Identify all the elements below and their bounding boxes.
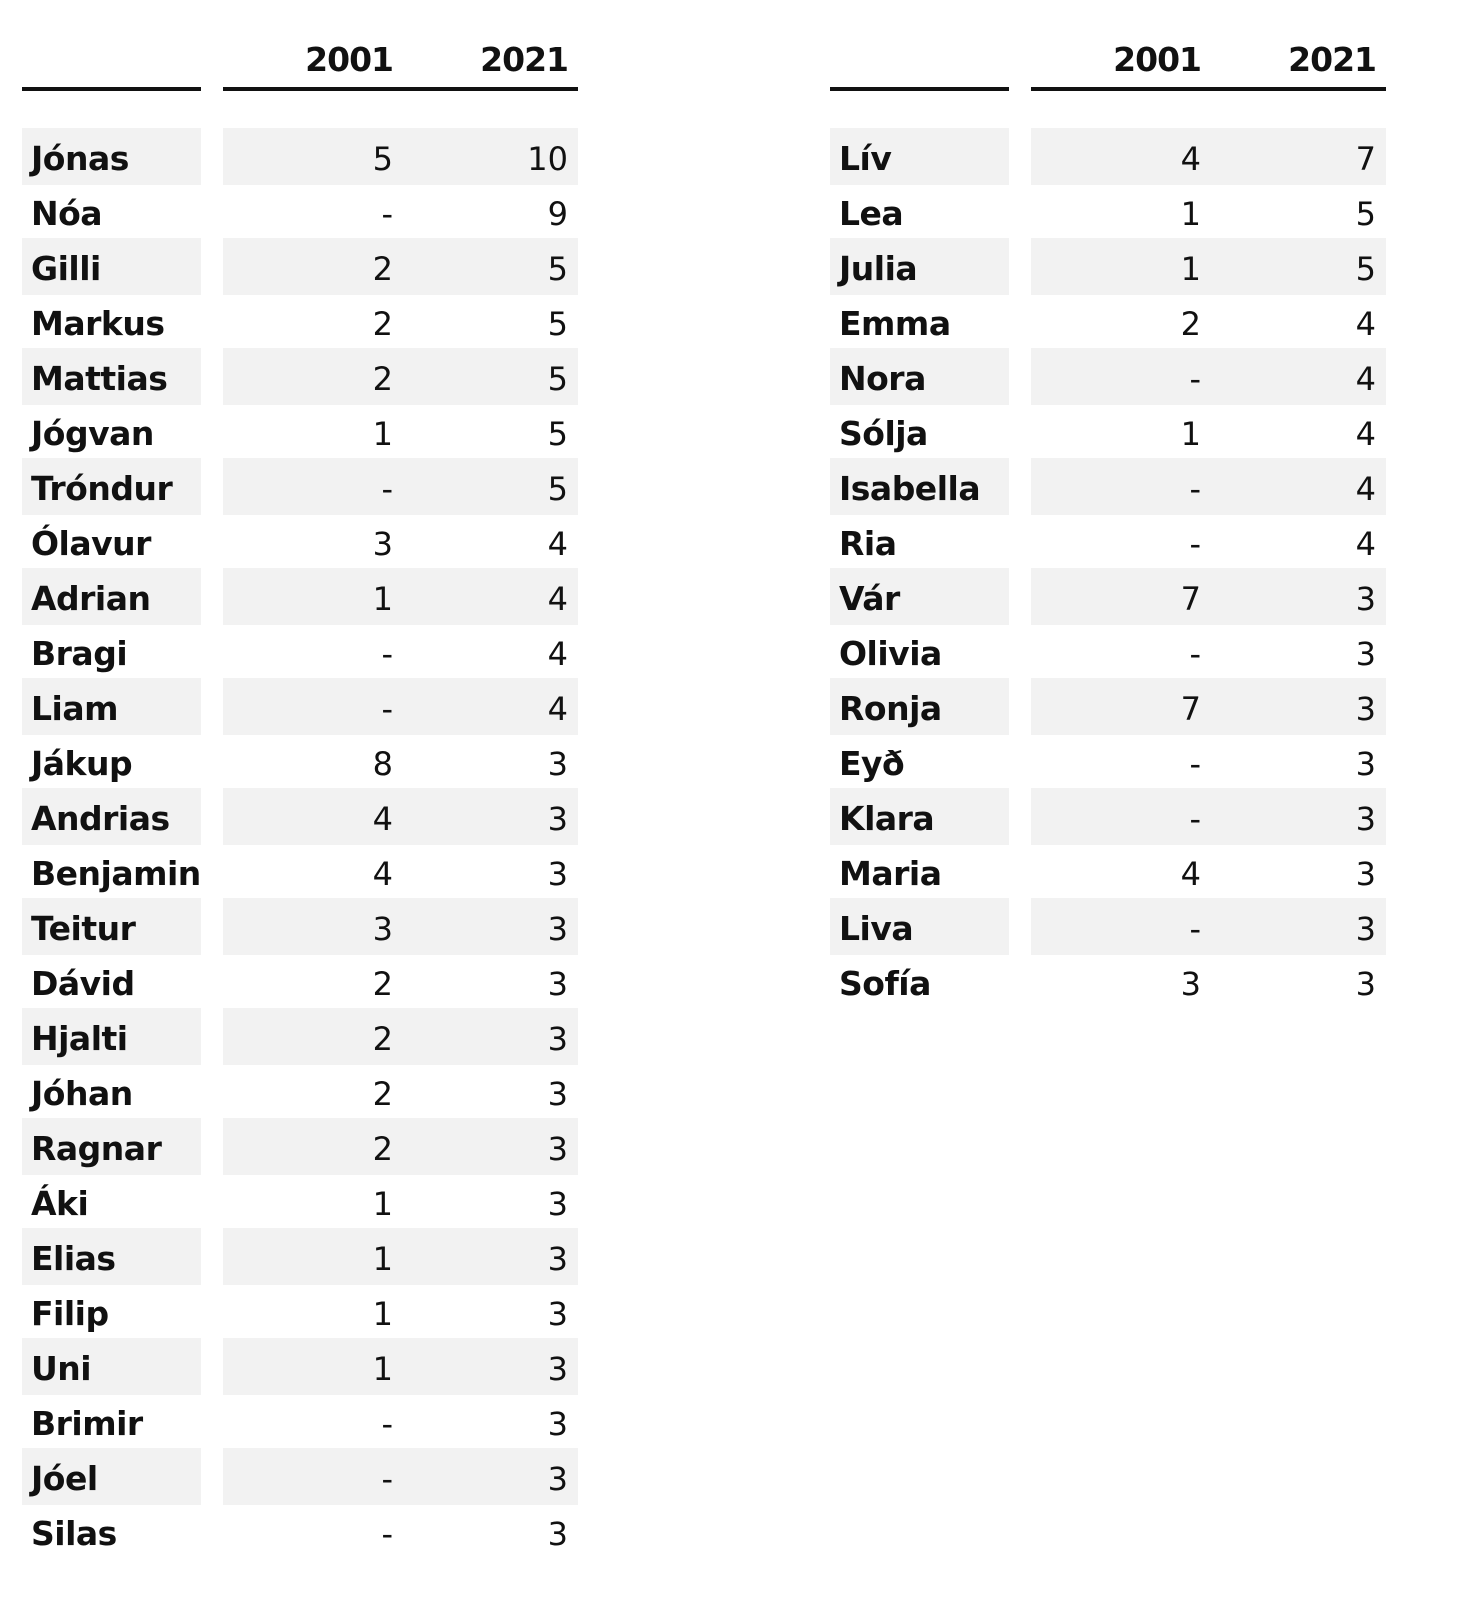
value-2001-cell: 4 xyxy=(1180,140,1201,178)
name-cell: Maria xyxy=(839,854,942,893)
value-2001-cell: 1 xyxy=(1180,195,1201,233)
value-2021-cell: 3 xyxy=(1355,690,1376,728)
value-2021-cell: 3 xyxy=(547,1295,568,1333)
value-2021-cell: 3 xyxy=(547,1020,568,1058)
name-cell: Adrian xyxy=(31,579,151,618)
value-2001-cell: 1 xyxy=(372,415,393,453)
table-row xyxy=(0,733,1472,788)
column-header-2021: 2021 xyxy=(1288,40,1376,79)
table-row xyxy=(0,183,1472,238)
value-2001-cell: 1 xyxy=(1180,415,1201,453)
name-cell: Elias xyxy=(31,1239,116,1278)
name-cell: Jóhan xyxy=(31,1074,133,1113)
value-2001-cell: 2 xyxy=(372,1020,393,1058)
value-2001-cell: 4 xyxy=(1180,855,1201,893)
value-2021-cell: 3 xyxy=(547,1240,568,1278)
value-2001-cell: - xyxy=(1189,470,1201,508)
table-row xyxy=(0,623,1472,678)
name-cell: Sólja xyxy=(839,414,928,453)
value-2021-cell: 5 xyxy=(547,415,568,453)
value-2021-cell: 3 xyxy=(547,745,568,783)
value-2001-cell: - xyxy=(1189,745,1201,783)
table-row xyxy=(0,898,1472,953)
value-2021-cell: 5 xyxy=(1355,195,1376,233)
column-header-2001: 2001 xyxy=(1113,40,1201,79)
value-2001-cell: 7 xyxy=(1180,690,1201,728)
value-2021-cell: 4 xyxy=(1355,360,1376,398)
value-2001-cell: - xyxy=(1189,800,1201,838)
name-cell: Vár xyxy=(839,579,900,618)
name-cell: Lív xyxy=(839,139,892,178)
name-cell: Nóa xyxy=(31,194,103,233)
name-cell: Olivia xyxy=(839,634,942,673)
name-cell: Klara xyxy=(839,799,935,838)
value-2021-cell: 3 xyxy=(547,1130,568,1168)
value-2021-cell: 10 xyxy=(527,140,568,178)
table-row xyxy=(0,458,1472,513)
value-2001-cell: - xyxy=(381,195,393,233)
value-2001-cell: 1 xyxy=(1180,250,1201,288)
value-2021-cell: 4 xyxy=(1355,415,1376,453)
value-2001-cell: - xyxy=(1189,635,1201,673)
value-2021-cell: 3 xyxy=(547,910,568,948)
value-2001-cell: - xyxy=(381,1405,393,1443)
header-rule-name xyxy=(830,87,1009,91)
value-2021-cell: 5 xyxy=(1355,250,1376,288)
value-2021-cell: 3 xyxy=(1355,800,1376,838)
table-row xyxy=(0,403,1472,458)
value-2001-cell: 1 xyxy=(372,580,393,618)
name-cell: Ria xyxy=(839,524,897,563)
table-row xyxy=(0,568,1472,623)
name-cell: Uni xyxy=(31,1349,92,1388)
table-row xyxy=(0,513,1472,568)
table-body xyxy=(0,128,1472,1008)
name-cell: Markus xyxy=(31,304,165,343)
value-2021-cell: 3 xyxy=(1355,910,1376,948)
name-cell: Jóel xyxy=(31,1459,98,1498)
value-2021-cell: 3 xyxy=(547,1350,568,1388)
value-2001-cell: 2 xyxy=(372,1130,393,1168)
name-cell: Teitur xyxy=(31,909,136,948)
table-row xyxy=(0,953,1472,1008)
value-2021-cell: 4 xyxy=(547,635,568,673)
value-2001-cell: 5 xyxy=(372,140,393,178)
value-2001-cell: 2 xyxy=(372,250,393,288)
name-cell: Emma xyxy=(839,304,951,343)
name-cell: Ragnar xyxy=(31,1129,162,1168)
value-2001-cell: 2 xyxy=(1180,305,1201,343)
value-2001-cell: 8 xyxy=(372,745,393,783)
value-2001-cell: 2 xyxy=(372,965,393,1003)
value-2001-cell: 3 xyxy=(372,910,393,948)
name-cell: Ronja xyxy=(839,689,942,728)
name-cell: Liva xyxy=(839,909,914,948)
value-2001-cell: 2 xyxy=(372,1075,393,1113)
value-2021-cell: 3 xyxy=(547,1515,568,1553)
name-cell: Ólavur xyxy=(31,524,151,563)
name-cell: Áki xyxy=(31,1184,89,1223)
value-2001-cell: - xyxy=(381,635,393,673)
value-2001-cell: 2 xyxy=(372,360,393,398)
value-2021-cell: 3 xyxy=(1355,745,1376,783)
value-2021-cell: 3 xyxy=(1355,635,1376,673)
name-cell: Filip xyxy=(31,1294,109,1333)
name-cell: Hjalti xyxy=(31,1019,128,1058)
column-header-2021: 2021 xyxy=(480,40,568,79)
value-2021-cell: 3 xyxy=(547,965,568,1003)
value-2021-cell: 7 xyxy=(1355,140,1376,178)
name-cell: Dávid xyxy=(31,964,135,1003)
value-2001-cell: 4 xyxy=(372,800,393,838)
value-2021-cell: 5 xyxy=(547,470,568,508)
name-cell: Jákup xyxy=(31,744,133,783)
name-cell: Brimir xyxy=(31,1404,143,1443)
table-row xyxy=(0,238,1472,293)
table-row xyxy=(0,348,1472,403)
value-2001-cell: 1 xyxy=(372,1295,393,1333)
table-row xyxy=(0,293,1472,348)
name-cell: Benjamin xyxy=(31,854,201,893)
name-cell: Silas xyxy=(31,1514,117,1553)
value-2021-cell: 4 xyxy=(1355,525,1376,563)
table-row xyxy=(0,843,1472,898)
value-2001-cell: 1 xyxy=(372,1350,393,1388)
value-2021-cell: 3 xyxy=(1355,580,1376,618)
value-2021-cell: 4 xyxy=(547,525,568,563)
value-2001-cell: - xyxy=(381,470,393,508)
name-cell: Lea xyxy=(839,194,904,233)
value-2001-cell: - xyxy=(1189,360,1201,398)
value-2021-cell: 5 xyxy=(547,360,568,398)
value-2001-cell: - xyxy=(381,690,393,728)
value-2021-cell: 4 xyxy=(1355,470,1376,508)
header-rule-values xyxy=(1031,87,1386,91)
name-cell: Gilli xyxy=(31,249,101,288)
name-cell: Andrias xyxy=(31,799,170,838)
value-2021-cell: 3 xyxy=(547,1075,568,1113)
value-2021-cell: 5 xyxy=(547,250,568,288)
value-2001-cell: 3 xyxy=(1180,965,1201,1003)
value-2021-cell: 4 xyxy=(1355,305,1376,343)
value-2001-cell: 7 xyxy=(1180,580,1201,618)
value-2001-cell: - xyxy=(381,1515,393,1553)
value-2001-cell: - xyxy=(1189,525,1201,563)
table-row xyxy=(0,678,1472,733)
value-2021-cell: 3 xyxy=(547,800,568,838)
value-2021-cell: 4 xyxy=(547,690,568,728)
value-2001-cell: 2 xyxy=(372,305,393,343)
value-2021-cell: 3 xyxy=(547,1185,568,1223)
name-cell: Bragi xyxy=(31,634,128,673)
name-cell: Mattias xyxy=(31,359,168,398)
name-cell: Eyð xyxy=(839,744,905,783)
value-2021-cell: 5 xyxy=(547,305,568,343)
name-cell: Isabella xyxy=(839,469,981,508)
value-2021-cell: 4 xyxy=(547,580,568,618)
value-2021-cell: 3 xyxy=(547,855,568,893)
name-cell: Liam xyxy=(31,689,118,728)
value-2021-cell: 3 xyxy=(547,1405,568,1443)
value-2001-cell: - xyxy=(1189,910,1201,948)
value-2021-cell: 3 xyxy=(547,1460,568,1498)
value-2001-cell: 1 xyxy=(372,1240,393,1278)
value-2001-cell: 4 xyxy=(372,855,393,893)
name-cell: Jógvan xyxy=(31,414,154,453)
value-2021-cell: 3 xyxy=(1355,855,1376,893)
name-cell: Sofía xyxy=(839,964,931,1003)
value-2001-cell: 3 xyxy=(372,525,393,563)
value-2001-cell: 1 xyxy=(372,1185,393,1223)
name-cell: Tróndur xyxy=(31,469,173,508)
column-header-2001: 2001 xyxy=(305,40,393,79)
value-2021-cell: 3 xyxy=(1355,965,1376,1003)
table-row xyxy=(0,128,1472,183)
name-cell: Jónas xyxy=(31,139,129,178)
value-2021-cell: 9 xyxy=(547,195,568,233)
value-2001-cell: - xyxy=(381,1460,393,1498)
name-cell: Julia xyxy=(839,249,918,288)
table-row xyxy=(0,788,1472,843)
name-cell: Nora xyxy=(839,359,926,398)
